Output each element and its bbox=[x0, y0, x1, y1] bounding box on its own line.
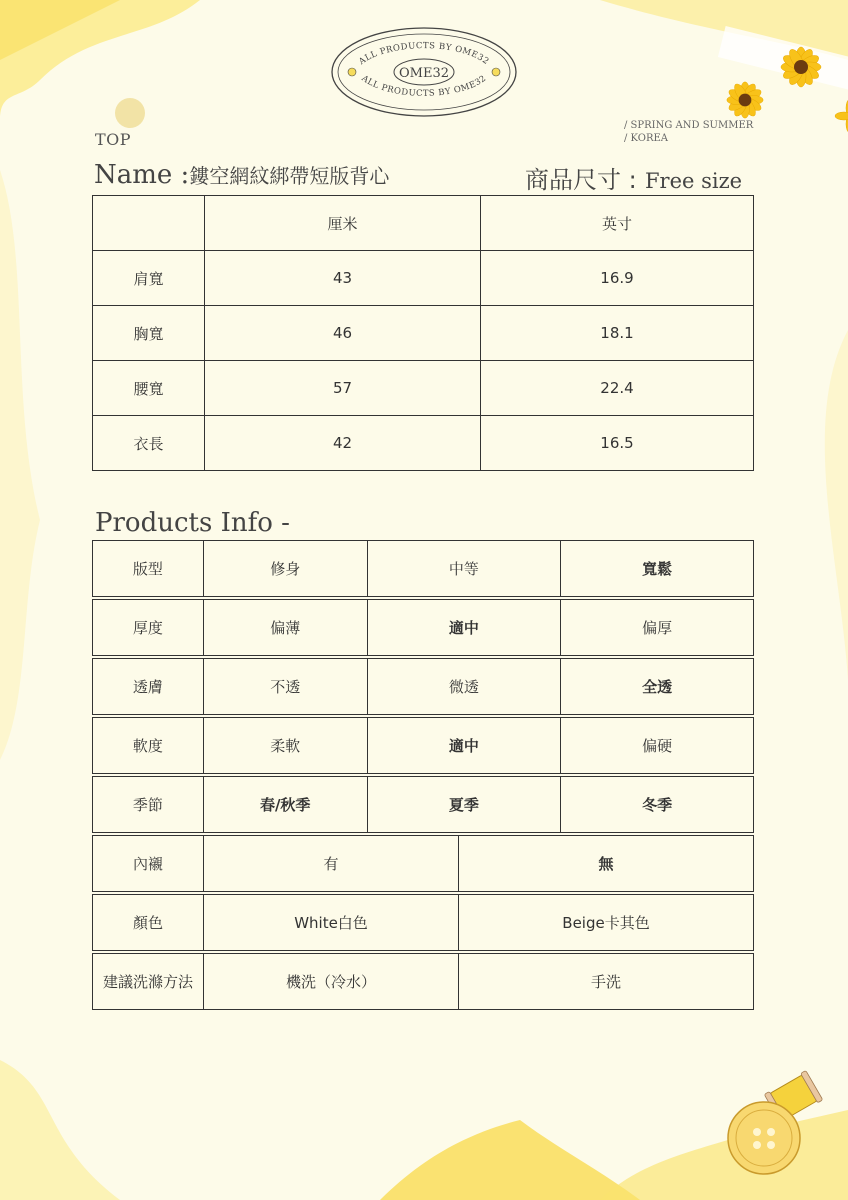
info-option: White白色 bbox=[203, 894, 459, 951]
info-row-thickness bbox=[92, 599, 754, 656]
info-option: 有 bbox=[203, 835, 459, 892]
sunflower-icon bbox=[725, 80, 765, 120]
info-option: 不透 bbox=[203, 658, 368, 715]
info-option-selected: 無 bbox=[458, 835, 754, 892]
info-label: 季節 bbox=[92, 776, 204, 833]
product-size-label: 商品尺寸 : bbox=[525, 166, 637, 194]
info-row-softness bbox=[92, 717, 754, 774]
info-option-selected: 春/秋季 bbox=[203, 776, 368, 833]
info-option-selected: 適中 bbox=[367, 717, 562, 774]
table-row bbox=[93, 416, 754, 471]
product-name-label: Name : bbox=[94, 160, 190, 190]
info-label: 版型 bbox=[92, 540, 204, 597]
table-cell: 43 bbox=[205, 251, 481, 306]
table-cell: 16.5 bbox=[481, 416, 754, 471]
product-name bbox=[94, 160, 389, 190]
table-header-cell bbox=[93, 196, 205, 251]
info-option: 手洗 bbox=[458, 953, 754, 1010]
size-table bbox=[92, 195, 754, 471]
info-option: 修身 bbox=[203, 540, 368, 597]
logo-ring-top: ALL PRODUCTS BY OME32 bbox=[357, 41, 491, 68]
info-option: 偏厚 bbox=[560, 599, 754, 656]
table-cell: 42 bbox=[205, 416, 481, 471]
sunflower-icon bbox=[834, 96, 848, 136]
info-option: 柔軟 bbox=[203, 717, 368, 774]
info-label: 軟度 bbox=[92, 717, 204, 774]
product-size-value: Free size bbox=[644, 169, 743, 193]
table-cell: 57 bbox=[205, 361, 481, 416]
info-label: 內襯 bbox=[92, 835, 204, 892]
info-label: 建議洗滌方法 bbox=[92, 953, 204, 1010]
table-header-cell: 厘米 bbox=[205, 196, 481, 251]
table-header-cell: 英寸 bbox=[481, 196, 754, 251]
info-label: 透膚 bbox=[92, 658, 204, 715]
table-cell: 胸寬 bbox=[93, 306, 205, 361]
info-option: 中等 bbox=[367, 540, 562, 597]
table-cell: 18.1 bbox=[481, 306, 754, 361]
table-cell: 腰寬 bbox=[93, 361, 205, 416]
season-note bbox=[624, 119, 753, 145]
table-cell: 16.9 bbox=[481, 251, 754, 306]
button-thread-icon bbox=[726, 1068, 826, 1178]
products-info-title: Products Info - bbox=[95, 508, 290, 538]
table-header-row bbox=[93, 196, 754, 251]
season-line-1: / SPRING AND SUMMER bbox=[624, 120, 754, 131]
info-option: 偏硬 bbox=[560, 717, 754, 774]
info-option: 偏薄 bbox=[203, 599, 368, 656]
info-option-selected: 適中 bbox=[367, 599, 562, 656]
svg-text:ALL PRODUCTS BY OME32 bbox=[356, 41, 490, 68]
decorative-dot bbox=[115, 98, 145, 128]
table-row bbox=[93, 361, 754, 416]
info-row-season bbox=[92, 776, 754, 833]
info-row-color bbox=[92, 894, 754, 951]
info-row-fit bbox=[92, 540, 754, 597]
info-row-lining bbox=[92, 835, 754, 892]
table-cell: 46 bbox=[205, 306, 481, 361]
info-row-wash bbox=[92, 953, 754, 1010]
info-option: 機洗（冷水） bbox=[203, 953, 459, 1010]
table-cell: 22.4 bbox=[481, 361, 754, 416]
season-line-2: / KOREA bbox=[624, 133, 668, 144]
product-size bbox=[525, 160, 742, 195]
info-row-sheerness bbox=[92, 658, 754, 715]
table-cell: 肩寬 bbox=[93, 251, 205, 306]
info-option-selected: 夏季 bbox=[367, 776, 562, 833]
table-row bbox=[93, 306, 754, 361]
info-label: 厚度 bbox=[92, 599, 204, 656]
table-row bbox=[93, 251, 754, 306]
product-name-value: 鏤空網紋綁帶短版背心 bbox=[189, 164, 390, 188]
category-label: TOP bbox=[95, 130, 132, 149]
info-option-selected: 寬鬆 bbox=[560, 540, 754, 597]
sunflower-icon bbox=[779, 45, 823, 89]
info-option: Beige卡其色 bbox=[458, 894, 754, 951]
logo-name: OME32 bbox=[398, 66, 450, 81]
brand-logo bbox=[330, 26, 518, 118]
info-option-selected: 冬季 bbox=[560, 776, 754, 833]
info-option-selected: 全透 bbox=[560, 658, 754, 715]
info-label: 顏色 bbox=[92, 894, 204, 951]
table-cell: 衣長 bbox=[93, 416, 205, 471]
info-option: 微透 bbox=[367, 658, 562, 715]
logo-ring-bottom: ALL PRODUCTS BY OME32 bbox=[359, 73, 489, 99]
